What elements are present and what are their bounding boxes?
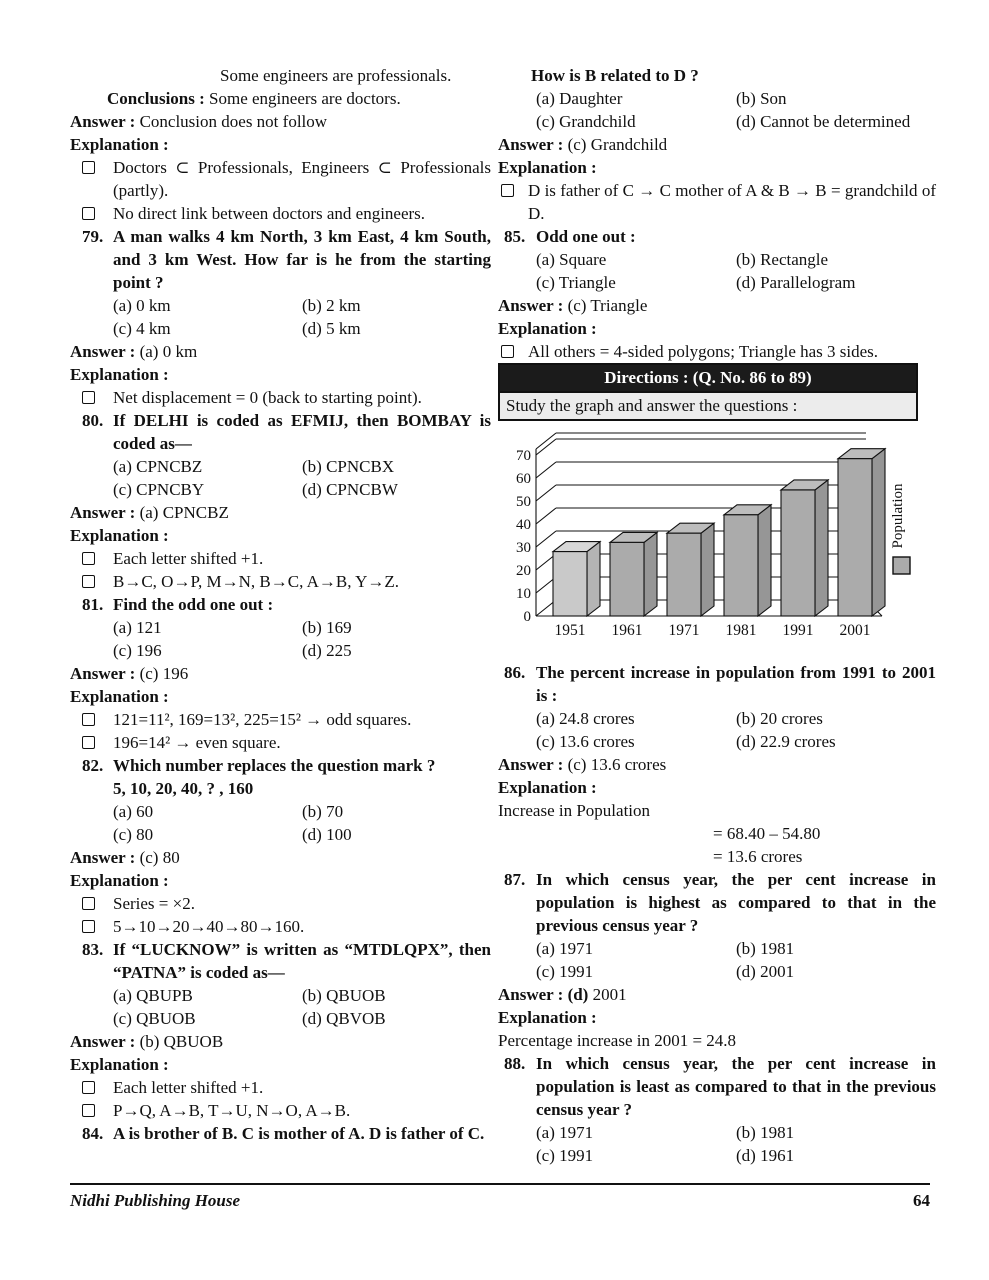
explanation-bullet: Doctors ⊂ Professionals, Engineers ⊂ Professionals (partly).: [70, 156, 491, 202]
publisher-name: Nidhi Publishing House: [70, 1191, 241, 1210]
explanation-text: Percentage increase in 2001 = 24.8: [498, 1031, 737, 1050]
options-row: (c) 1991 (d) 2001: [536, 962, 795, 981]
square-bullet-icon: [82, 552, 95, 565]
answer-line: Answer : (c) 80: [70, 848, 180, 867]
explanation-heading: Explanation :: [70, 871, 169, 890]
explanation-heading: Explanation :: [498, 778, 597, 797]
explanation-heading: Explanation :: [70, 526, 169, 545]
explanation-heading: Explanation :: [70, 687, 169, 706]
explanation-heading: Explanation :: [498, 319, 597, 338]
page-footer: [70, 1183, 930, 1212]
square-bullet-icon: [82, 1081, 95, 1094]
square-bullet-icon: [82, 713, 95, 726]
options-row: (c) Triangle (d) Parallelogram: [536, 273, 856, 292]
options-row: (c) 1991 (d) 1961: [536, 1146, 795, 1165]
explanation-bullet: All others = 4-sided polygons; Triangle has 3 sides.: [498, 340, 936, 363]
svg-text:1951: 1951: [554, 622, 586, 639]
explanation-text: Increase in Population: [498, 801, 651, 820]
question-87: 87. In which census year, the per cent increase in population is highest as compared to that in the previous census year ?: [504, 870, 936, 935]
explanation-heading: Explanation :: [70, 365, 169, 384]
svg-text:30: 30: [516, 540, 531, 556]
math-line: = 68.40 – 54.80: [713, 824, 821, 843]
square-bullet-icon: [82, 897, 95, 910]
options-row: (a) Square (b) Rectangle: [536, 250, 829, 269]
explanation-heading: Explanation :: [498, 1008, 597, 1027]
svg-text:40: 40: [516, 517, 531, 533]
question-84-continued: How is B related to D ?: [531, 66, 699, 85]
options-row: (c) 80 (d) 100: [113, 825, 352, 844]
options-row: (c) CPNCBY (d) CPNCBW: [113, 480, 398, 499]
options-row: (a) 121 (b) 169: [113, 618, 352, 637]
question-83: 83. If “LUCKNOW” is written as “MTDLQPX”, then “PATNA” is coded as—: [82, 940, 491, 982]
directions-subtitle: Study the graph and answer the questions :: [500, 391, 916, 419]
explanation-bullet: Series = ×2.: [70, 892, 491, 915]
question-85: 85. Odd one out :: [504, 227, 636, 246]
svg-text:60: 60: [516, 471, 531, 487]
explanation-bullet: P→Q, A→B, T→U, N→O, A→B.: [70, 1099, 491, 1122]
directions-title: Directions : (Q. No. 86 to 89): [500, 365, 916, 391]
options-row: (a) 1971 (b) 1981: [536, 939, 795, 958]
answer-line: Answer : (b) QBUOB: [70, 1032, 224, 1051]
answer-line: Answer : (c) Triangle: [498, 296, 648, 315]
directions-box: [498, 363, 918, 421]
svg-text:1971: 1971: [668, 622, 700, 639]
svg-text:1991: 1991: [782, 622, 814, 639]
explanation-heading: Explanation :: [70, 135, 169, 154]
explanation-bullet: B→C, O→P, M→N, B→C, A→B, Y→Z.: [70, 570, 491, 593]
population-bar-chart: [498, 431, 934, 649]
answer-line: Answer : (c) Grandchild: [498, 135, 668, 154]
options-row: (c) Grandchild (d) Cannot be determined: [536, 112, 911, 131]
question-84: 84. A is brother of B. C is mother of A. D is father of C.: [82, 1124, 485, 1143]
options-row: (a) QBUPB (b) QBUOB: [113, 986, 386, 1005]
explanation-bullet: 121=11², 169=13², 225=15² → odd squares.: [70, 708, 491, 731]
explanation-bullet: 196=14² → even square.: [70, 731, 491, 754]
answer-line: Answer : (a) 0 km: [70, 342, 198, 361]
conclusions-label: Conclusions :: [107, 89, 205, 108]
question-81: 81. Find the odd one out :: [82, 595, 274, 614]
explanation-bullet: Net displacement = 0 (back to starting point).: [70, 386, 491, 409]
square-bullet-icon: [501, 345, 514, 358]
explanation-bullet: Each letter shifted +1.: [70, 1076, 491, 1099]
page-number: 64: [913, 1191, 930, 1210]
svg-text:1961: 1961: [611, 622, 643, 639]
question-79: 79. A man walks 4 km North, 3 km East, 4 km South, and 3 km West. How far is he from the starting point ?: [82, 227, 491, 292]
answer-line: Answer : (c) 13.6 crores: [498, 755, 667, 774]
svg-text:10: 10: [516, 586, 531, 602]
options-row: (a) 0 km (b) 2 km: [113, 296, 361, 315]
options-row: (c) 196 (d) 225: [113, 641, 352, 660]
options-row: (a) CPNCBZ (b) CPNCBX: [113, 457, 395, 476]
question-86: 86. The percent increase in population from 1991 to 2001 is :: [504, 663, 936, 705]
syllogism-conclusion-line: Conclusions : Some engineers are doctors.: [107, 89, 401, 108]
answer-line: Answer : (c) 196: [70, 664, 189, 683]
svg-text:2001: 2001: [839, 622, 871, 639]
right-column: [498, 64, 936, 1167]
question-80: 80. If DELHI is coded as EFMIJ, then BOMBAY is coded as—: [82, 411, 491, 453]
svg-text:20: 20: [516, 563, 531, 579]
square-bullet-icon: [82, 207, 95, 220]
answer-line: Answer : (d) 2001: [498, 985, 627, 1004]
explanation-bullet: 5→10→20→40→80→160.: [70, 915, 491, 938]
math-line: = 13.6 crores: [713, 847, 803, 866]
options-row: (c) QBUOB (d) QBVOB: [113, 1009, 386, 1028]
svg-text:50: 50: [516, 494, 531, 510]
explanation-heading: Explanation :: [498, 158, 597, 177]
question-82-sequence: 5, 10, 20, 40, ? , 160: [113, 779, 254, 798]
svg-text:70: 70: [516, 448, 531, 464]
square-bullet-icon: [82, 1104, 95, 1117]
square-bullet-icon: [82, 391, 95, 404]
left-column: [70, 64, 491, 1145]
square-bullet-icon: [82, 575, 95, 588]
options-row: (a) Daughter (b) Son: [536, 89, 787, 108]
options-row: (c) 13.6 crores (d) 22.9 crores: [536, 732, 836, 751]
syllogism-premise: Some engineers are professionals.: [220, 66, 452, 85]
options-row: (a) 60 (b) 70: [113, 802, 344, 821]
square-bullet-icon: [82, 920, 95, 933]
options-row: (a) 24.8 crores (b) 20 crores: [536, 709, 823, 728]
svg-text:0: 0: [523, 609, 531, 625]
options-row: (a) 1971 (b) 1981: [536, 1123, 795, 1142]
question-88: 88. In which census year, the per cent increase in population is least as compared to that in the previous census year ?: [504, 1054, 936, 1119]
answer-line: Answer : (a) CPNCBZ: [70, 503, 229, 522]
explanation-bullet: No direct link between doctors and engineers.: [70, 202, 491, 225]
square-bullet-icon: [82, 736, 95, 749]
svg-text:Population: Population: [890, 483, 906, 549]
svg-text:1981: 1981: [725, 622, 757, 639]
question-82: 82. Which number replaces the question mark ?: [82, 756, 436, 775]
square-bullet-icon: [501, 184, 514, 197]
population-chart-container: [498, 431, 936, 655]
explanation-bullet: Each letter shifted +1.: [70, 547, 491, 570]
square-bullet-icon: [82, 161, 95, 174]
answer-line: Answer : Conclusion does not follow: [70, 112, 328, 131]
explanation-bullet: D is father of C → C mother of A & B → B = grandchild of D.: [498, 179, 936, 225]
explanation-heading: Explanation :: [70, 1055, 169, 1074]
options-row: (c) 4 km (d) 5 km: [113, 319, 361, 338]
